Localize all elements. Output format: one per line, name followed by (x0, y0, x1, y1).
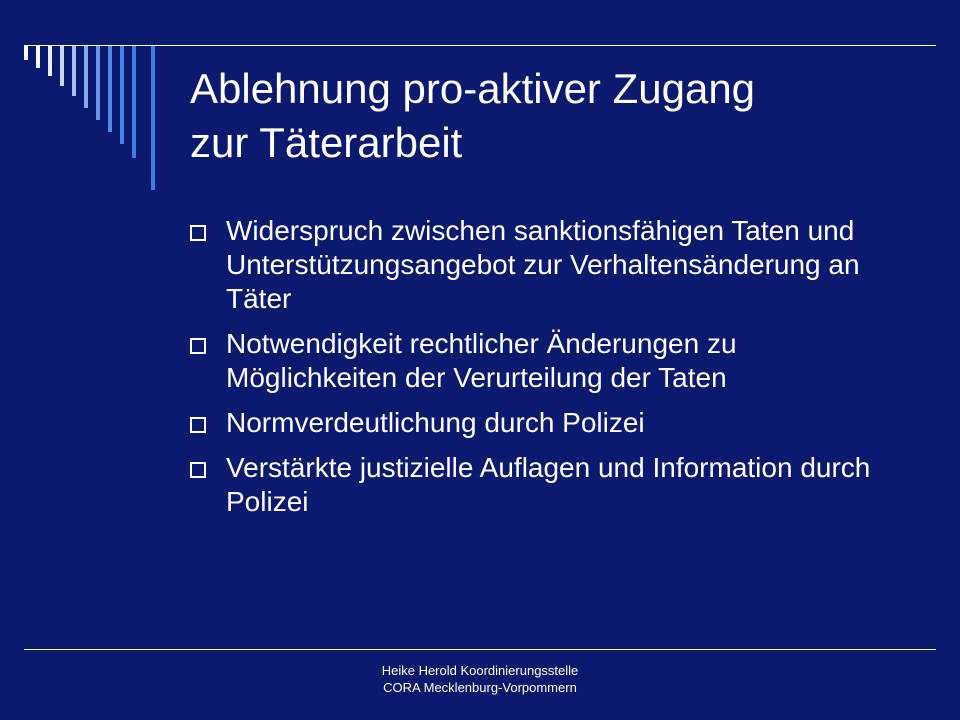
square-bullet-icon (190, 462, 206, 478)
decorative-bar (151, 46, 155, 190)
slide-title (190, 62, 930, 170)
list-item (188, 451, 908, 519)
square-bullet-icon (190, 225, 206, 241)
list-item (188, 214, 908, 316)
decorative-bar (72, 46, 76, 96)
footer-line-2: CORA Mecklenburg-Vorpommern (383, 680, 577, 695)
bullet-text: Widerspruch zwischen sanktionsfähigen Taten und Unterstützungsangebot zur Verhaltensänderung an Täter (226, 215, 860, 314)
bullet-list (188, 214, 908, 530)
title-line-2: zur Täterarbeit (190, 119, 463, 166)
decorative-bar (108, 46, 112, 132)
list-item (188, 406, 908, 440)
title-line-1: Ablehnung pro-aktiver Zugang (190, 65, 756, 112)
decorative-bar (24, 46, 28, 60)
top-divider-line (24, 45, 936, 46)
footer-line-1: Heike Herold Koordinierungsstelle (381, 663, 579, 678)
slide-footer (0, 662, 960, 696)
bullet-text: Notwendigkeit rechtlicher Änderungen zu Möglichkeiten der Verurteilung der Taten (226, 328, 737, 393)
decorative-bar (96, 46, 100, 120)
square-bullet-icon (190, 338, 206, 354)
square-bullet-icon (190, 417, 206, 433)
bottom-divider-line (24, 649, 936, 650)
list-item (188, 327, 908, 395)
decorative-bar (84, 46, 88, 108)
decorative-bar (60, 46, 64, 86)
decorative-bar (120, 46, 124, 144)
decorative-bar (132, 46, 136, 158)
bullet-text: Verstärkte justizielle Auflagen und Information durch Polizei (226, 452, 871, 517)
decorative-bar (48, 46, 52, 76)
decorative-bar (36, 46, 40, 68)
bullet-text: Normverdeutlichung durch Polizei (226, 407, 645, 438)
